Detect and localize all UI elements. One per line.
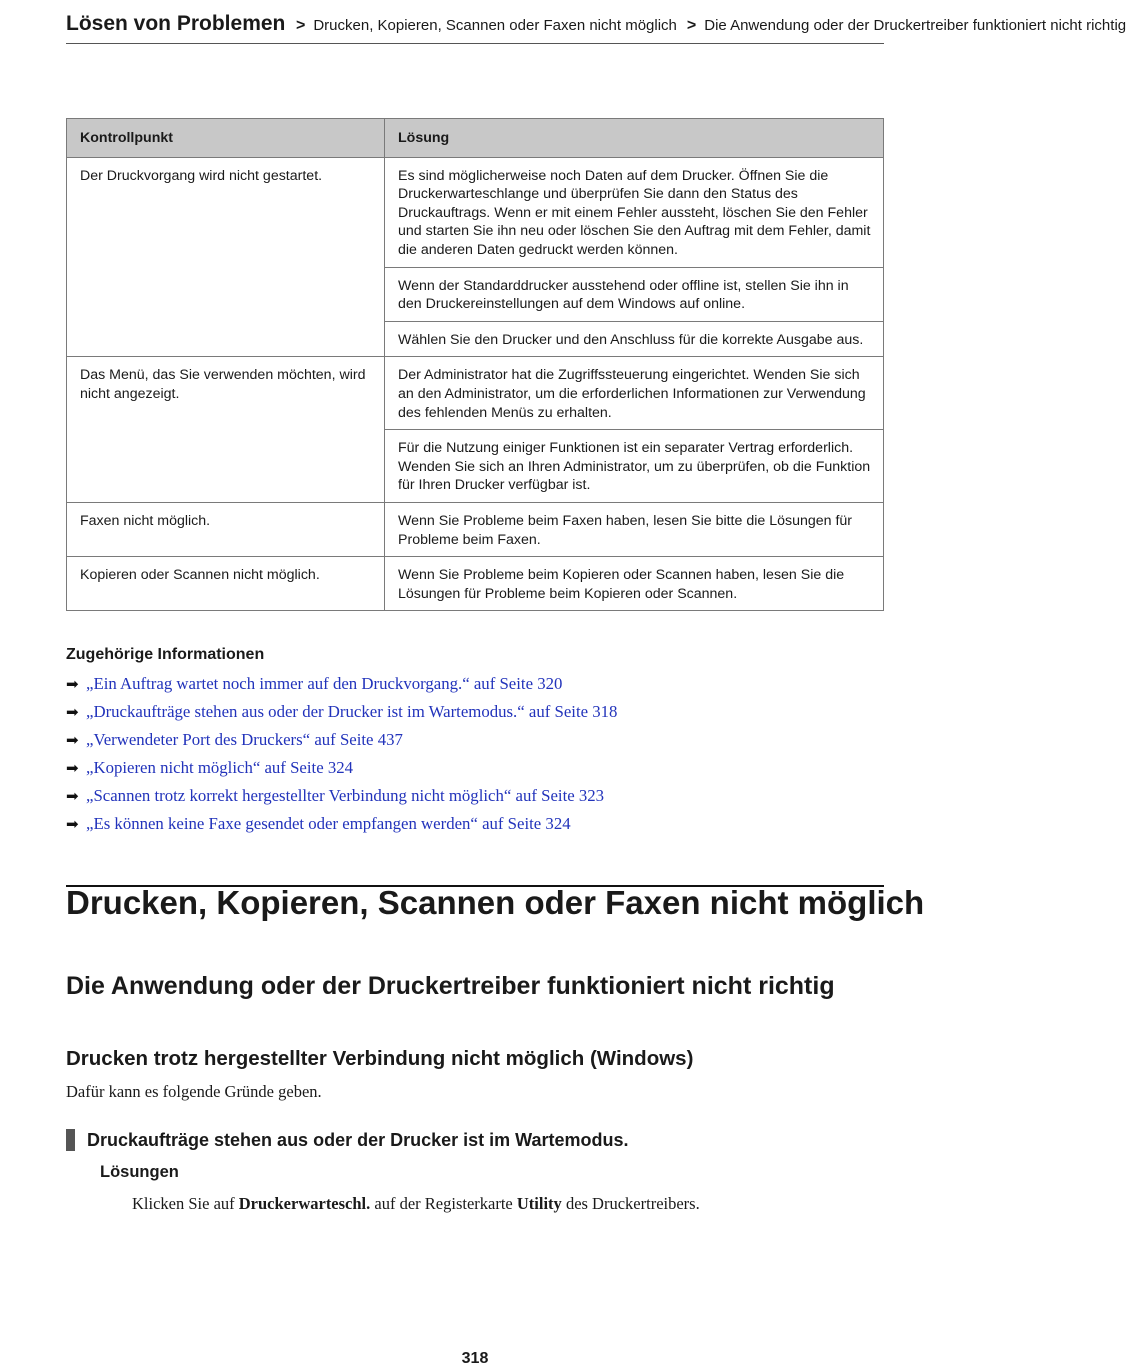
- list-item: [66, 754, 884, 782]
- right-arrow-icon: ➡: [66, 787, 79, 805]
- column-header-checkpoint: Kontrollpunkt: [67, 119, 385, 158]
- solutions-label: Lösungen: [100, 1163, 179, 1181]
- list-item: [66, 726, 884, 754]
- checkpoint-cell: Faxen nicht möglich.: [67, 502, 385, 556]
- related-links-list: [66, 670, 884, 838]
- solution-cell: Wenn Sie Probleme beim Kopieren oder Scannen haben, lesen Sie die Lösungen für Probleme beim Kopieren oder Scannen.: [385, 557, 884, 611]
- checkpoint-cell: Das Menü, das Sie verwenden möchten, wird nicht angezeigt.: [67, 357, 385, 503]
- right-arrow-icon: ➡: [66, 731, 79, 749]
- breadcrumb-item: Die Anwendung oder der Druckertreiber funktioniert nicht richtig: [704, 17, 1126, 34]
- solution-cell: Der Administrator hat die Zugriffssteuerung eingerichtet. Wenden Sie sich an den Administrator, um die erforderlichen Informationen zur Verwendung des fehlenden Menüs zu erhalten.: [385, 357, 884, 430]
- intro-paragraph: Dafür kann es folgende Gründe geben.: [66, 1082, 322, 1101]
- right-arrow-icon: ➡: [66, 675, 79, 693]
- checkpoint-cell: Kopieren oder Scannen nicht möglich.: [67, 557, 385, 611]
- cause-heading: [66, 1129, 629, 1151]
- chapter-heading: Drucken, Kopieren, Scannen oder Faxen nicht möglich: [66, 884, 925, 921]
- breadcrumb-item: Drucken, Kopieren, Scannen oder Faxen nicht möglich: [313, 17, 677, 34]
- solution-paragraph: [132, 1194, 700, 1214]
- solution-text: des Druckertreibers.: [561, 1194, 700, 1213]
- solution-cell: Wählen Sie den Drucker und den Anschluss für die korrekte Ausgabe aus.: [385, 321, 884, 357]
- solution-cell: Es sind möglicherweise noch Daten auf dem Drucker. Öffnen Sie die Druckerwarteschlange und überprüfen Sie dann den Status des Druckauftrags. Wenn er mit einem Fehler aussteht, löschen Sie den Fehler und starten Sie ihn neu oder löschen Sie den Auftrag mit dem Fehler, damit die anderen Daten gedruckt werden können.: [385, 157, 884, 267]
- solution-cell: Für die Nutzung einiger Funktionen ist ein separater Vertrag erforderlich. Wenden Sie sich an Ihren Administrator, um zu überprüfen, ob die Funktion für Ihren Drucker verfügbar ist.: [385, 430, 884, 503]
- solution-bold-term: Utility: [516, 1194, 562, 1213]
- table-row: [67, 157, 884, 267]
- breadcrumb-separator: >: [686, 17, 697, 34]
- solution-cell: Wenn der Standarddrucker ausstehend oder offline ist, stellen Sie ihn in den Druckereinstellungen auf dem Windows auf online.: [385, 267, 884, 321]
- checkpoint-cell: Der Druckvorgang wird nicht gestartet.: [67, 157, 385, 357]
- list-item: [66, 782, 884, 810]
- breadcrumb-separator: >: [296, 17, 306, 34]
- related-link[interactable]: „Es können keine Faxe gesendet oder empfangen werden“ auf Seite 324: [86, 814, 571, 833]
- related-link[interactable]: „Scannen trotz korrekt hergestellter Verbindung nicht möglich“ auf Seite 323: [86, 786, 605, 805]
- cause-marker-bar: [66, 1129, 75, 1151]
- cause-text: Druckaufträge stehen aus oder der Drucker ist im Wartemodus.: [87, 1129, 629, 1150]
- header-section-title: Lösen von Problemen: [66, 12, 286, 35]
- solution-cell: Wenn Sie Probleme beim Faxen haben, lesen Sie bitte die Lösungen für Probleme beim Faxen.: [385, 502, 884, 556]
- right-arrow-icon: ➡: [66, 815, 79, 833]
- section-heading: Die Anwendung oder der Druckertreiber funktioniert nicht richtig: [66, 972, 835, 1000]
- column-header-solution: Lösung: [385, 119, 884, 158]
- related-link[interactable]: „Verwendeter Port des Druckers“ auf Seite 437: [86, 730, 403, 749]
- solution-text: auf der Registerkarte: [370, 1194, 517, 1213]
- list-item: [66, 810, 884, 838]
- related-information-title: Zugehörige Informationen: [66, 646, 265, 663]
- related-information: [66, 646, 884, 838]
- table-row: [67, 502, 884, 556]
- table-row: [67, 357, 884, 430]
- table-row: [67, 557, 884, 611]
- solution-text: Klicken Sie auf: [132, 1194, 239, 1213]
- solution-bold-term: Druckerwarteschl.: [238, 1194, 371, 1213]
- list-item: [66, 698, 884, 726]
- running-header: [66, 10, 1126, 44]
- breadcrumb: [286, 17, 1126, 35]
- subsection-heading: Drucken trotz hergestellter Verbindung nicht möglich (Windows): [66, 1047, 694, 1070]
- related-link[interactable]: „Druckaufträge stehen aus oder der Drucker ist im Wartemodus.“ auf Seite 318: [86, 702, 618, 721]
- right-arrow-icon: ➡: [66, 703, 79, 721]
- page-number: 318: [461, 1350, 489, 1367]
- troubleshooting-table: [66, 118, 884, 611]
- related-link[interactable]: „Ein Auftrag wartet noch immer auf den Druckvorgang.“ auf Seite 320: [86, 674, 563, 693]
- right-arrow-icon: ➡: [66, 759, 79, 777]
- related-link[interactable]: „Kopieren nicht möglich“ auf Seite 324: [86, 758, 354, 777]
- table-header-row: [67, 119, 884, 158]
- list-item: [66, 670, 884, 698]
